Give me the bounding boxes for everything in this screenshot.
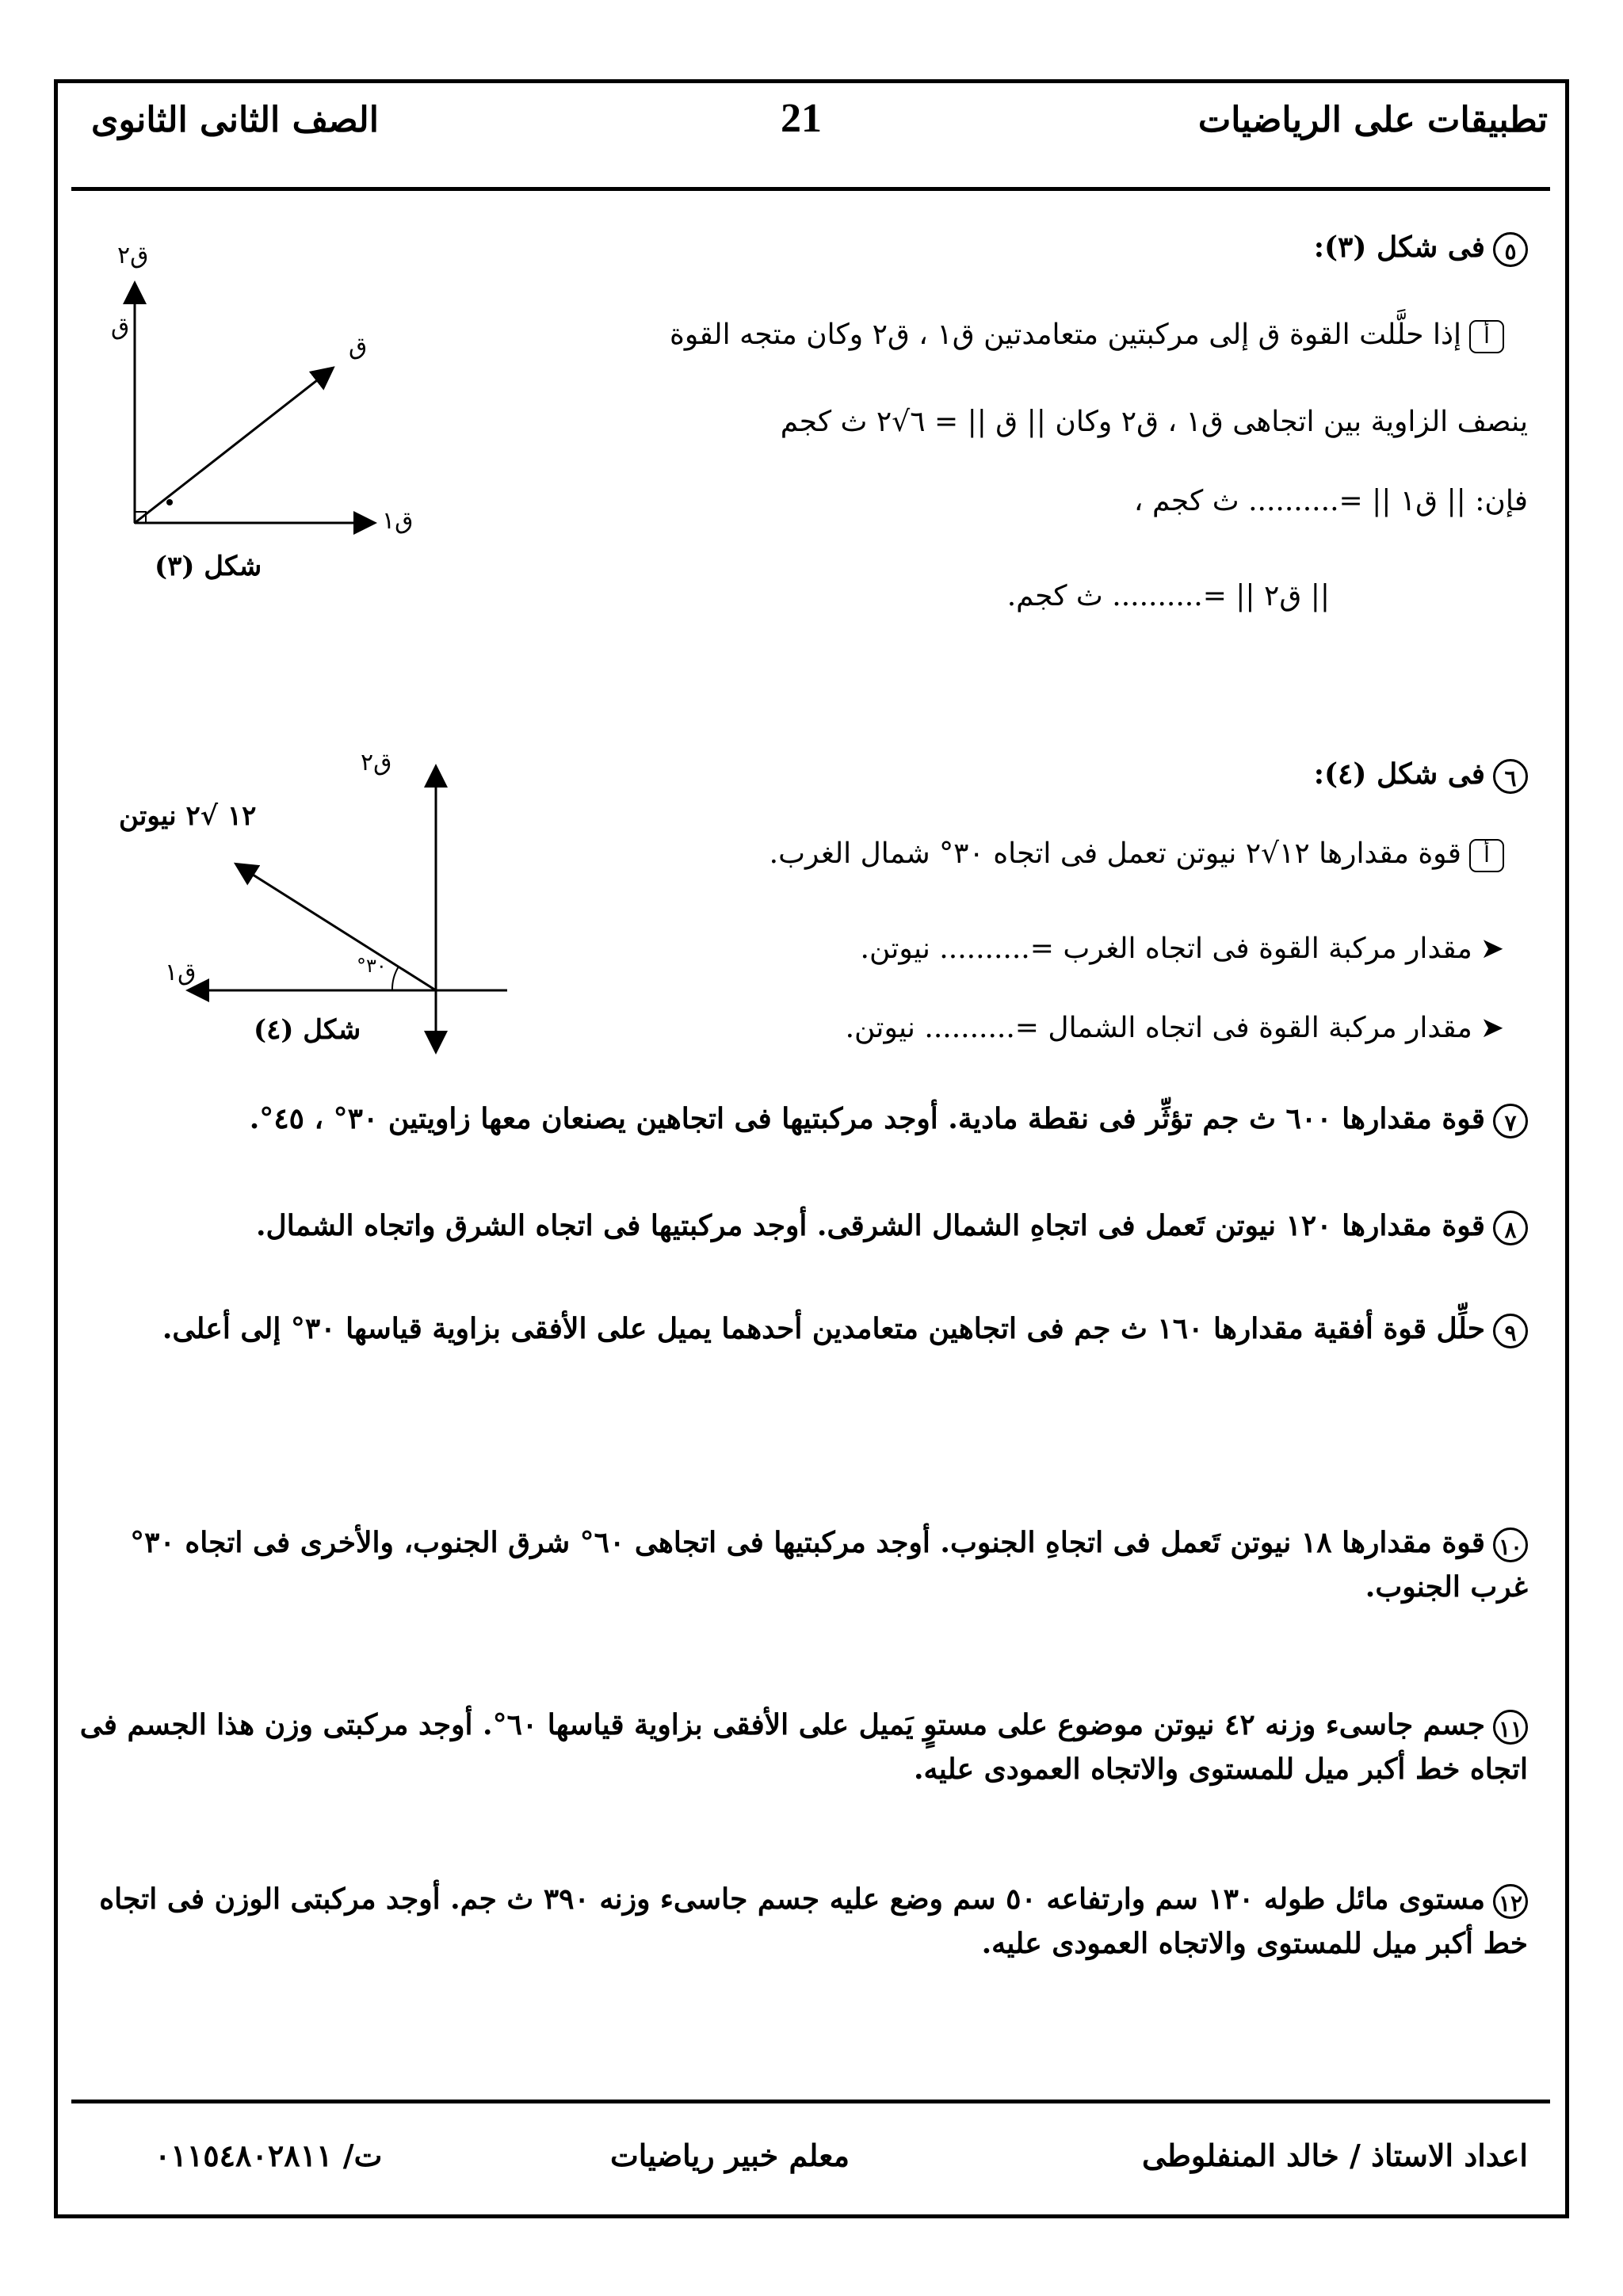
bullet-arrow-icon: ➤ [1480, 933, 1504, 965]
sub-label: أ [1469, 320, 1504, 353]
question-5-line-4: || ق٢ || =.......... ث كجم. [1006, 580, 1330, 612]
question-6-line-1 [769, 832, 1504, 876]
question-6-line-3 [846, 1006, 1504, 1051]
header-grade: الصف الثانى الثانوى [91, 100, 379, 140]
question-text: جسم جاسىء وزنه ٤٢ نيوتن موضوع على مستوٍ يَميل على الأفقى بزاوية قياسها ٦٠°. أوجد مركبتى وزن هذا الجسم فى اتجاه خط أكبر ميل للمستوى والاتجاه العمودى عليه. [79, 1708, 1528, 1786]
figure-3-label-f1: ق١ [382, 507, 414, 535]
figure-4-label-f1: ق١ [165, 959, 197, 986]
question-12 [78, 1878, 1528, 1966]
question-number: ١١ [1493, 1710, 1528, 1745]
question-6-heading [1314, 753, 1528, 797]
figure-4-angle-label: ٣٠° [357, 955, 387, 977]
question-9 [78, 1307, 1528, 1352]
question-text: حلِّل قوة أفقية مقدارها ١٦٠ ث جم فى اتجاهين متعامدين أحدهما يميل على الأفقى بزاوية قياسها ٣٠° إلى أعلى. [162, 1312, 1485, 1345]
text-line: قوة مقدارها ١٢√٢ نيوتن تعمل فى اتجاه ٣٠° شمال الغرب. [769, 837, 1461, 870]
figure-3-label-f: ق [349, 333, 368, 360]
question-text: قوة مقدارها ١٨ نيوتن تَعمل فى اتجاهِ الجنوب. أوجد مركبتيها فى اتجاهى ٦٠° شرق الجنوب، والأخرى فى اتجاه ٣٠° غرب الجنوب. [130, 1526, 1528, 1604]
figure-4-caption: شكل (٤) [254, 1014, 361, 1046]
footer-phone: ت/ ٠١١٥٤٨٠٢٨١١ [155, 2138, 383, 2173]
question-number: ٩ [1493, 1314, 1528, 1348]
question-text: قوة مقدارها ١٢٠ نيوتن تَعمل فى اتجاهِ الشمال الشرقى. أوجد مركبتيها فى اتجاه الشرق واتجاه الشمال. [256, 1209, 1485, 1242]
question-5-heading [1314, 226, 1528, 270]
question-heading: فى شكل (٣): [1313, 231, 1485, 264]
text-line: مقدار مركبة القوة فى اتجاه الغرب =.......... نيوتن. [860, 933, 1472, 965]
question-number: ٨ [1493, 1211, 1528, 1245]
figure-3-label-f-vertical: ق [111, 313, 130, 341]
footer-author: اعداد الاستاذ / خالد المنفلوطى [1141, 2138, 1528, 2173]
question-5-line-2: ينصف الزاوية بين اتجاهى ق١ ، ق٢ وكان || ق || = ٦√٢ ث كجم [780, 406, 1528, 438]
footer-rule [71, 2100, 1550, 2103]
question-number: ١٢ [1493, 1884, 1528, 1919]
bullet-arrow-icon: ➤ [1480, 1012, 1504, 1044]
question-8 [78, 1204, 1528, 1249]
question-5-line-1 [347, 313, 1504, 357]
question-number: ٥ [1493, 232, 1528, 267]
footer-role: معلم خبير رياضيات [610, 2138, 850, 2173]
figure-3-label-f2: ق٢ [117, 242, 149, 269]
figure-4-label-f2: ق٢ [361, 749, 392, 776]
question-5-line-3: فإن: || ق١ || =.......... ث كجم ، [1133, 485, 1528, 517]
question-number: ٧ [1493, 1104, 1528, 1138]
question-11 [78, 1703, 1528, 1792]
sub-label: أ [1469, 839, 1504, 872]
text-line: مقدار مركبة القوة فى اتجاه الشمال =.......... نيوتن. [845, 1012, 1472, 1044]
header-rule [71, 187, 1550, 191]
figure-3-caption: شكل (٣) [155, 551, 262, 582]
question-7 [78, 1097, 1528, 1142]
header-title: تطبيقات على الرياضيات [1197, 100, 1548, 140]
figure-4-force-label: ١٢ √٢ نيوتن [119, 800, 257, 832]
question-10 [78, 1521, 1528, 1610]
page-number: 21 [781, 96, 822, 141]
question-heading: فى شكل (٤): [1313, 757, 1485, 791]
question-number: ٦ [1493, 759, 1528, 794]
question-number: ١٠ [1493, 1527, 1528, 1562]
question-text: قوة مقدارها ٦٠٠ ث جم تؤثِّر فى نقطة مادية. أوجد مركبتيها فى اتجاهين يصنعان معها زاويتين ٣٠° ، ٤٥°. [249, 1102, 1485, 1135]
text-line: إذا حلَّلت القوة ق إلى مركبتين متعامدتين ق١ ، ق٢ وكان متجه القوة [669, 318, 1461, 351]
question-6-line-2 [861, 927, 1504, 971]
question-text: مستوى مائل طوله ١٣٠ سم وارتفاعه ٥٠ سم وضع عليه جسم جاسىء وزنه ٣٩٠ ث جم. أوجد مركبتى الوزن فى اتجاه خط أكبر ميل للمستوى والاتجاه العمودى عليه. [99, 1882, 1528, 1960]
